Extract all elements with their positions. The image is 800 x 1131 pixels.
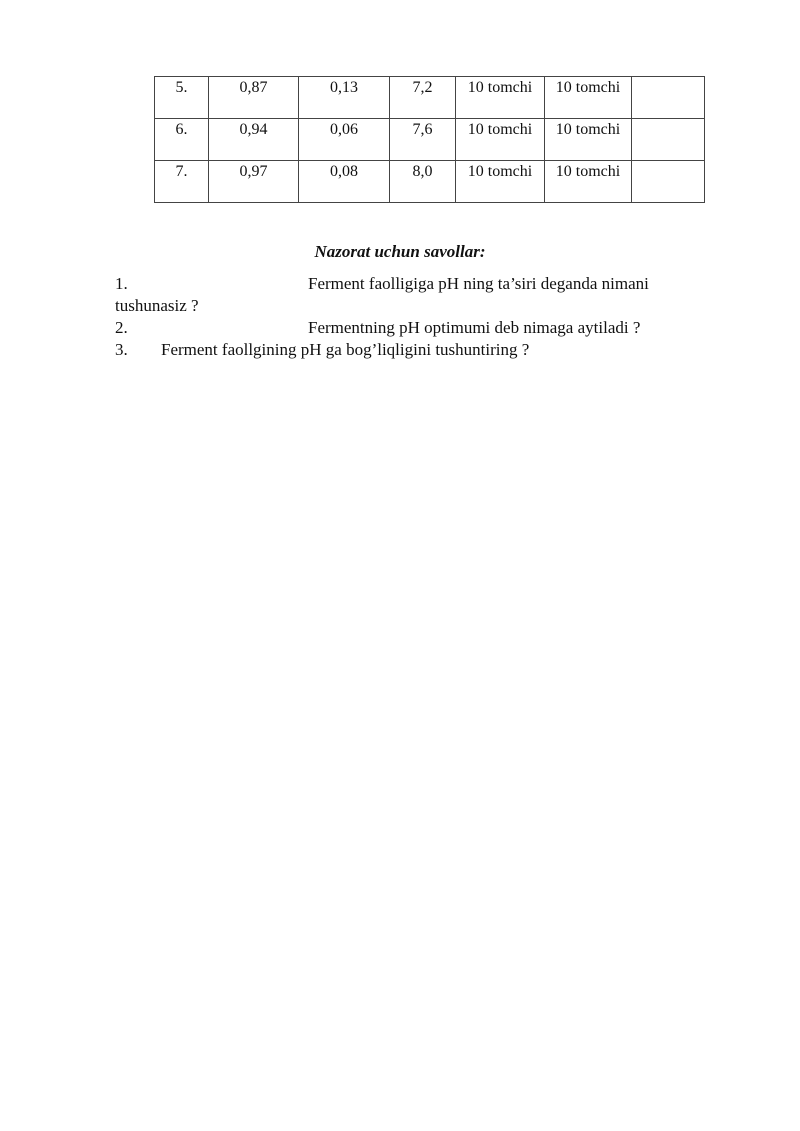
table-cell: 7,2 <box>390 77 456 119</box>
table-cell <box>632 119 705 161</box>
table-cell: 0,13 <box>299 77 390 119</box>
table-cell: 0,94 <box>209 119 299 161</box>
question-text: Ferment faolligiga pH ning ta’siri deganda nimani <box>308 274 649 293</box>
table-cell <box>632 161 705 203</box>
table-cell: 0,87 <box>209 77 299 119</box>
table-cell: 10 tomchi <box>545 119 632 161</box>
table-cell: 10 tomchi <box>545 77 632 119</box>
question-text: Ferment faollgining pH ga bog’liqligini tushuntiring ? <box>161 340 530 359</box>
question-item <box>115 273 690 317</box>
question-item <box>115 339 690 361</box>
table-row <box>155 77 705 119</box>
table-cell: 10 tomchi <box>456 77 545 119</box>
question-text: Fermentning pH optimumi deb nimaga aytiladi ? <box>308 318 641 337</box>
table-cell: 8,0 <box>390 161 456 203</box>
table-row <box>155 119 705 161</box>
table-cell: 10 tomchi <box>456 119 545 161</box>
table-cell: 10 tomchi <box>545 161 632 203</box>
results-table <box>154 76 705 203</box>
section-heading: Nazorat uchun savollar: <box>314 242 486 261</box>
question-number: 2. <box>115 318 128 337</box>
question-text-continuation: tushunasiz ? <box>115 296 199 315</box>
table-cell <box>632 77 705 119</box>
table-cell: 5. <box>155 77 209 119</box>
table-row <box>155 161 705 203</box>
question-number: 3. <box>115 340 128 359</box>
question-item <box>115 317 690 339</box>
questions-list <box>115 273 690 361</box>
table-cell: 10 tomchi <box>456 161 545 203</box>
table-cell: 6. <box>155 119 209 161</box>
table-cell: 0,06 <box>299 119 390 161</box>
table-cell: 7. <box>155 161 209 203</box>
table-cell: 0,97 <box>209 161 299 203</box>
table-cell: 0,08 <box>299 161 390 203</box>
question-number: 1. <box>115 274 128 293</box>
table-cell: 7,6 <box>390 119 456 161</box>
